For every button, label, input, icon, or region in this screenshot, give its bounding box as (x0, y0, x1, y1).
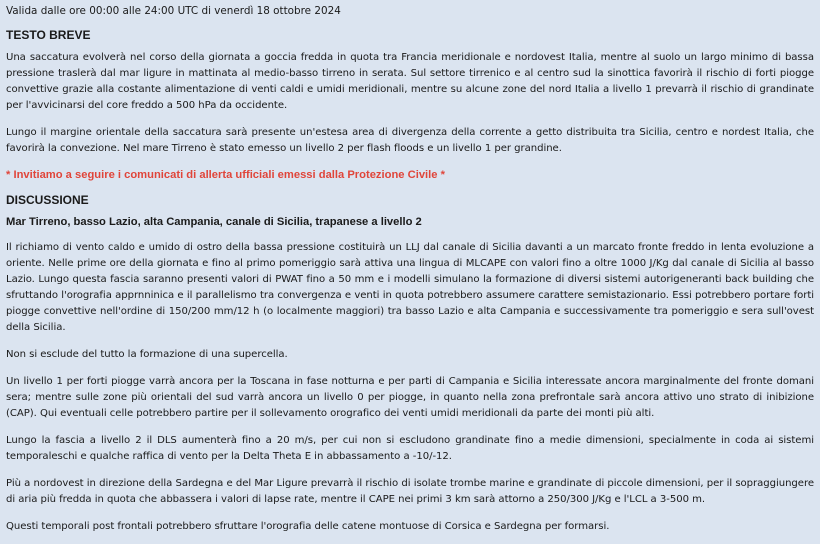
discussione-paragraph-6: Questi temporali post frontali potrebbero sfruttare l'orografia delle catene montuose di Corsica e Sardegna per formarsi. (6, 521, 610, 532)
discussione-heading: DISCUSSIONE (6, 193, 89, 207)
testo-breve-paragraph-1: Una saccatura evolverà nel corso della giornata a goccia fredda in quota tra Francia meridionale e nordovest Italia, mentre al suolo un largo minimo di bassa pressione traslerà dal mar ligure in mattinata al medio-basso tirreno in serata. Sul settore tirrenico e al centro sud la sinottica favorirà il rischio di forti piogge convettive grazie alla costante alimentazione di venti caldi e umidi meridionali, mentre su alcune zone del nord Italia a livello 1 prevarrà il rischio di grandinate per l'avvicinarsi del core freddo a 500 hPa da occidente. (6, 52, 814, 111)
testo-breve-paragraph-2: Lungo il margine orientale della saccatura sarà presente un'estesa area di divergenza della corrente a getto distribuita tra Sicilia, centro e nordest Italia, che favorirà la convezione. Nel mare Tirreno è stato emesso un livello 2 per flash floods e un livello 1 per grandine. (6, 127, 814, 154)
discussione-subheading: Mar Tirreno, basso Lazio, alta Campania, canale di Sicilia, trapanese a livello 2 (6, 216, 422, 228)
validity-line: Valida dalle ore 00:00 alle 24:00 UTC di venerdì 18 ottobre 2024 (6, 5, 341, 17)
testo-breve-heading: TESTO BREVE (6, 28, 91, 42)
discussione-paragraph-3: Un livello 1 per forti piogge varrà ancora per la Toscana in fase notturna e per parti di Campania e Sicilia interessate ancora marginalmente del fronte domani sera; mentre sulle zone più orientali del sud varrà ancora un livello 0 per piogge, in quanto nella zona prefrontale sarà ancora attivo uno strato di inibizione (CAP). Qui eventuali celle potrebbero partire per il sollevamento orografico dei venti umidi meridionali da parte dei monti più alti. (6, 376, 814, 419)
civil-protection-alert: * Invitiamo a seguire i comunicati di allerta ufficiali emessi dalla Protezione Civile * (6, 169, 445, 181)
discussione-paragraph-5: Più a nordovest in direzione della Sardegna e del Mar Ligure prevarrà il rischio di isolate trombe marine e grandinate di piccole dimensioni, per il sopraggiungere di aria più fredda in quota che abbassera i valori di lapse rate, mentre il CAPE nei primi 3 km sarà attorno a 250/300 J/Kg e l'LCL a 3-500 m. (6, 478, 814, 505)
discussione-paragraph-2: Non si esclude del tutto la formazione di una supercella. (6, 349, 288, 360)
discussione-paragraph-1: Il richiamo di vento caldo e umido di ostro della bassa pressione costituirà un LLJ dal canale di Sicilia davanti a un marcato fronte freddo in lenta evoluzione a oriente. Nelle prime ore della giornata e fino al primo pomeriggio sarà attiva una lingua di MLCAPE con valori fino a oltre 1000 J/Kg dal canale di Sicilia al basso Lazio. Lungo questa fascia saranno presenti valori di PWAT fino a 50 mm e i modelli simulano la formazione di diversi sistemi autorigeneranti back building che sfruttando l'orografia apprnninica e il parallelismo tra convergenza e venti in quota potrebbero assumere carattere semistazionario. Essi potrebbero portare forti piogge convettive nell'ordine di 150/200 mm/12 h (o localmente maggiori) tra basso Lazio e alta Campania e successivamente tra pomeriggio e sera sull'ovest della Sicilia. (6, 242, 814, 333)
discussione-paragraph-4: Lungo la fascia a livello 2 il DLS aumenterà fino a 20 m/s, per cui non si escludono grandinate fino a medie dimensioni, specialmente in coda ai sistemi temporaleschi e qualche raffica di vento per la Delta Theta E in abbassamento a -10/-12. (6, 435, 814, 462)
